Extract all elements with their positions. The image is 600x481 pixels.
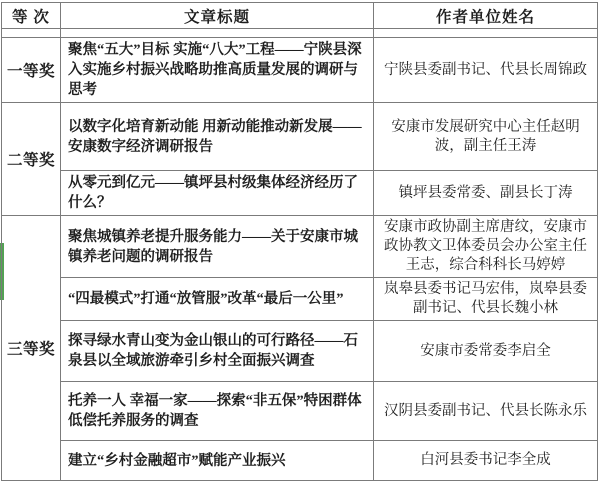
author-cell: 镇坪县委常委、副县长丁涛 [374,171,598,216]
table-row [2,321,598,382]
table-row [2,278,598,321]
author-cell: 安康市委常委李启全 [374,321,598,382]
title-cell: “四最模式”打通“放管服”改革“最后一公里” [61,278,374,321]
header-grade: 等 次 [2,3,61,29]
awards-table [1,2,598,481]
title-cell: 聚焦城镇养老提升服务能力——关于安康市城镇养老问题的调研报告 [61,216,374,278]
header-row [2,3,598,29]
author-cell: 宁陕县委副书记、代县长周锦政 [374,38,598,103]
title-cell: 以数字化培育新动能 用新动能推动新发展——安康数字经济调研报告 [61,103,374,171]
awards-table-body [2,38,598,481]
spacer-cell [374,29,598,38]
table-row [2,171,598,216]
table-row [2,216,598,278]
table-row [2,382,598,441]
title-cell: 从零元到亿元——镇坪县村级集体经济经历了什么？ [61,171,374,216]
author-cell: 白河县委书记李全成 [374,441,598,481]
spacer-cell [2,29,61,38]
title-cell: 探寻绿水青山变为金山银山的可行路径——石泉县以全域旅游牵引乡村全面振兴调查 [61,321,374,382]
spacer-cell [61,29,374,38]
grade-cell: 二等奖 [2,103,61,216]
grade-cell: 一等奖 [2,38,61,103]
author-cell: 安康市发展研究中心主任赵明波，副主任王涛 [374,103,598,171]
author-cell: 安康市政协副主席唐纹，安康市政协教文卫体委员会办公室主任王志，综合科科长马婷婷 [374,216,598,278]
spacer-row [2,29,598,38]
header-author: 作者单位姓名 [374,3,598,29]
table-row [2,38,598,103]
header-title: 文章标题 [61,3,374,29]
author-cell: 岚皋县委书记马宏伟，岚皋县委副书记、代县长魏小林 [374,278,598,321]
table-row [2,103,598,171]
title-cell: 聚焦“五大”目标 实施“八大”工程——宁陕县深入实施乡村振兴战略助推高质量发展的调研与思考 [61,38,374,103]
title-cell: 托养一人 幸福一家——探索“非五保”特困群体低偿托养服务的调查 [61,382,374,441]
grade-cell: 三等奖 [2,216,61,481]
author-cell: 汉阴县委副书记、代县长陈永乐 [374,382,598,441]
table-row [2,441,598,481]
awards-table-header [2,3,598,38]
title-cell: 建立“乡村金融超市”赋能产业振兴 [61,441,374,481]
